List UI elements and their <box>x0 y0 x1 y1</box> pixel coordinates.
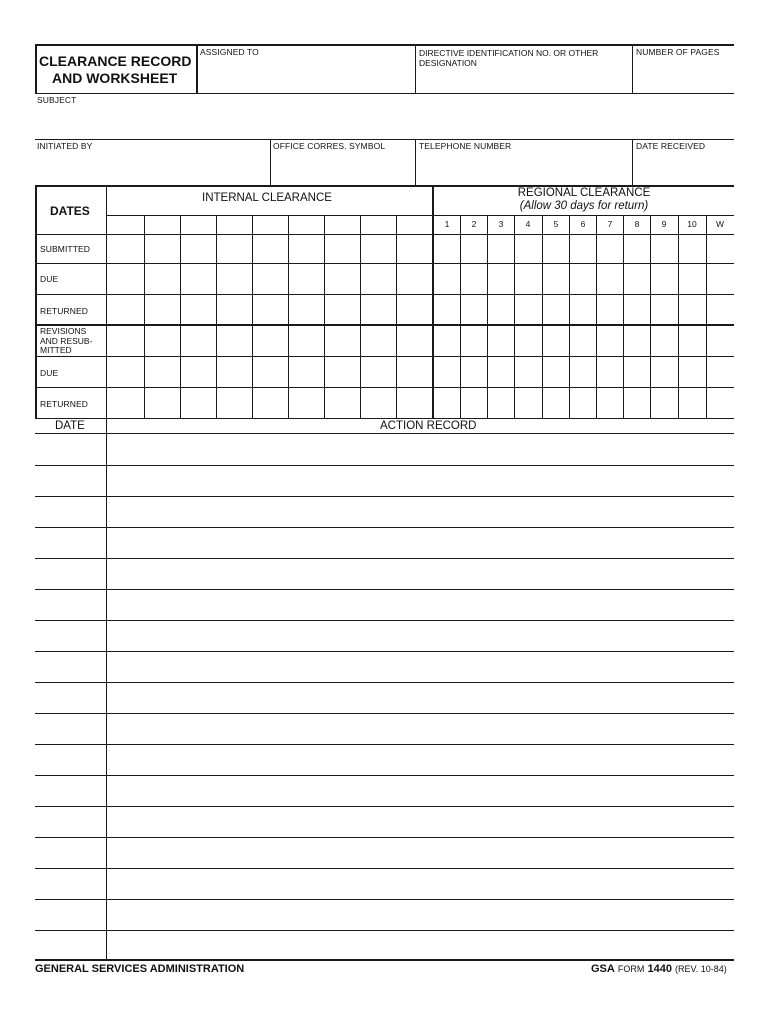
directive-field[interactable] <box>417 70 630 92</box>
form-revision: (REV. 10-84) <box>675 964 727 974</box>
action-row-line <box>35 496 734 497</box>
regional-col-line <box>706 215 707 418</box>
assigned-to-label: ASSIGNED TO <box>200 47 259 57</box>
action-row-line <box>35 527 734 528</box>
regional-col-line <box>542 215 543 418</box>
column-header-line <box>106 215 734 216</box>
internal-col-line <box>180 215 181 418</box>
row-label-due-revised: DUE <box>40 368 59 378</box>
telephone-divider <box>415 139 416 186</box>
regional-col-line <box>460 215 461 418</box>
regional-col-line <box>487 215 488 418</box>
row-label-due: DUE <box>40 274 59 284</box>
header-bottom-line <box>35 93 734 94</box>
internal-col-line <box>144 215 145 418</box>
internal-col-line <box>360 215 361 418</box>
regional-clearance-header: REGIONAL CLEARANCE <box>517 187 651 199</box>
action-header-line <box>35 433 734 434</box>
number-of-pages-label: NUMBER OF PAGES <box>636 47 720 57</box>
grid-left-border <box>35 185 37 418</box>
regional-col-line <box>569 215 570 418</box>
title-left-border <box>35 44 37 94</box>
telephone-field[interactable] <box>417 152 630 184</box>
row-label-revisions: REVISIONS AND RESUB- MITTED <box>40 326 93 355</box>
date-received-label: DATE RECEIVED <box>636 141 706 151</box>
regional-col-number: 7 <box>607 219 613 229</box>
action-record-header: ACTION RECORD <box>380 420 477 432</box>
form-title-line2: AND WORKSHEET <box>52 70 178 86</box>
number-of-pages-field[interactable] <box>634 58 733 92</box>
row-label-submitted: SUBMITTED <box>40 244 91 254</box>
regional-col-number: 3 <box>498 219 504 229</box>
telephone-label: TELEPHONE NUMBER <box>419 141 512 151</box>
internal-col-line <box>324 215 325 418</box>
action-date-header: DATE <box>55 420 85 432</box>
regional-col-number: 4 <box>525 219 531 229</box>
form-bottom-border <box>35 959 734 961</box>
row-line-6 <box>35 418 734 419</box>
action-date-divider <box>106 418 107 960</box>
row-label-returned-revised: RETURNED <box>40 399 89 409</box>
action-row-line <box>35 930 734 931</box>
row-label-returned: RETURNED <box>40 306 89 316</box>
regional-col-number: 8 <box>634 219 640 229</box>
row-line-1 <box>35 263 734 264</box>
action-row-line <box>35 806 734 807</box>
regional-col-line <box>596 215 597 418</box>
internal-col-line <box>288 215 289 418</box>
internal-col-line <box>216 215 217 418</box>
regional-col-number: 5 <box>553 219 559 229</box>
row-line-4 <box>35 356 734 357</box>
office-symbol-label: OFFICE CORRES. SYMBOL <box>273 141 386 151</box>
regional-col-number: 1 <box>444 219 450 229</box>
regional-col-line <box>650 215 651 418</box>
form-title-line1: CLEARANCE RECORD <box>39 53 192 69</box>
date-received-field[interactable] <box>634 152 733 184</box>
dates-header: DATES <box>50 204 90 218</box>
form-gsa: GSA <box>591 963 615 975</box>
action-row-line <box>35 713 734 714</box>
action-row-line <box>35 744 734 745</box>
action-row-line <box>35 899 734 900</box>
regional-col-number: W <box>715 219 725 229</box>
action-row-line <box>35 775 734 776</box>
form-word: FORM <box>617 964 645 974</box>
assigned-to-field[interactable] <box>199 58 413 92</box>
row-line-5 <box>35 387 734 388</box>
directive-label: DIRECTIVE IDENTIFICATION NO. OR OTHER DESIGNATION <box>419 48 599 68</box>
regional-clearance-note: (Allow 30 days for return) <box>519 200 649 212</box>
action-row-line <box>35 651 734 652</box>
pages-divider <box>632 46 633 94</box>
initiated-by-field[interactable] <box>36 152 268 184</box>
regional-col-line <box>623 215 624 418</box>
subject-bottom-line <box>35 139 734 140</box>
date-received-divider <box>632 139 633 186</box>
regional-col-line <box>678 215 679 418</box>
office-symbol-field[interactable] <box>272 152 414 184</box>
form-number: 1440 <box>647 963 672 975</box>
internal-col-line <box>252 215 253 418</box>
action-row-line <box>35 682 734 683</box>
internal-col-line <box>396 215 397 418</box>
row-line-2 <box>35 294 734 295</box>
directive-divider <box>415 46 416 94</box>
regional-col-number: 10 <box>687 219 697 229</box>
header-row-bottom <box>35 234 734 235</box>
top-border <box>35 44 734 46</box>
action-row-line <box>35 837 734 838</box>
action-row-line <box>35 465 734 466</box>
initiated-by-label: INITIATED BY <box>37 141 93 151</box>
form-identifier <box>591 964 727 975</box>
regional-col-number: 6 <box>580 219 586 229</box>
regional-col-number: 2 <box>471 219 477 229</box>
action-row-line <box>35 558 734 559</box>
subject-label: SUBJECT <box>37 95 77 105</box>
internal-clearance-header: INTERNAL CLEARANCE <box>202 192 332 204</box>
subject-field[interactable] <box>36 106 733 138</box>
agency-name: GENERAL SERVICES ADMINISTRATION <box>35 963 245 975</box>
title-right-border <box>196 44 198 94</box>
action-row-line <box>35 589 734 590</box>
office-divider <box>270 139 271 186</box>
regional-col-number: 9 <box>661 219 667 229</box>
dates-column-divider <box>106 185 107 418</box>
regional-col-line <box>514 215 515 418</box>
action-row-line <box>35 868 734 869</box>
action-row-line <box>35 620 734 621</box>
row-line-3 <box>35 324 734 326</box>
